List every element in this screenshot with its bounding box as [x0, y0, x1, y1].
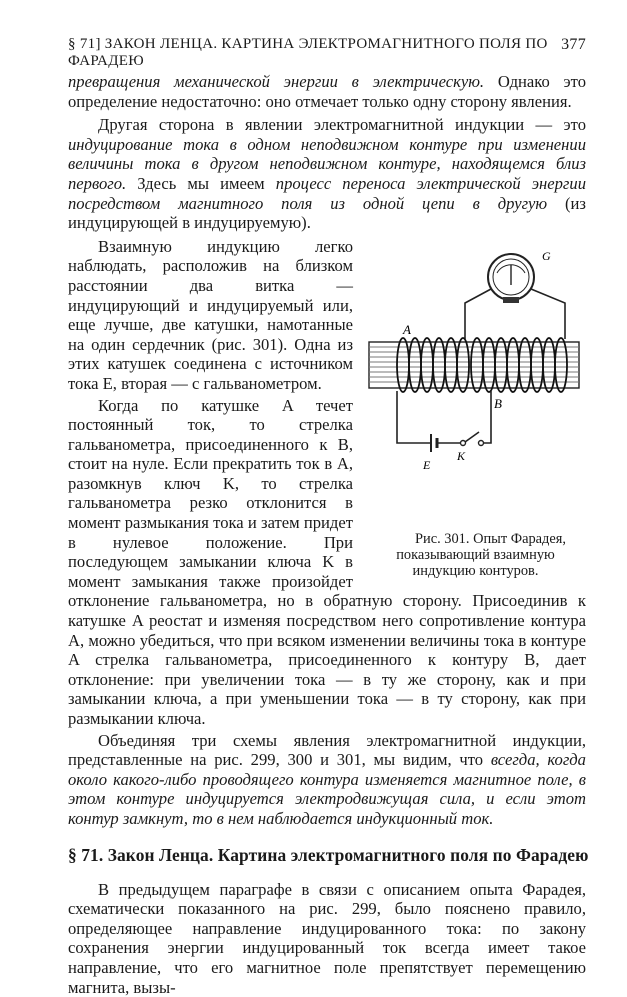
paragraph-1-text: Однако это определение недостаточно: оно отмечает только одну сторону явления. — [68, 72, 586, 111]
page-body — [68, 72, 589, 997]
section-heading: § 71. Закон Ленца. Картина электромагнитного поля по Фарадею — [68, 844, 589, 865]
page-number: 377 — [561, 36, 586, 53]
paragraph-1-italic: превращения механической энергии в электрическую. — [68, 72, 485, 91]
paragraph-5 — [68, 731, 586, 829]
paragraph-2-italic-a: индуцирование тока в одном неподвижном контуре при изменении величины тока в другом неподвижном контуре, находящемся близ первого. — [68, 134, 586, 193]
figure-301 — [365, 241, 586, 577]
paragraph-3-text: Взаимную индукцию легко наблюдать, расположив на близком расстоянии два витка — индуцирующий и индуцируемый или, еще лучше, две катушки, намотанные на один сердечник (рис. 301). Одна из этих катушек соединена с источником тока E, вторая — с гальванометром. — [68, 236, 353, 393]
paragraph-5-text: Объединяя три схемы явления электромагнитной индукции, представленные на рис. 299, 300 и 301, мы видим, что — [68, 730, 586, 770]
paragraph-2-text-a: Другая сторона в явлении электромагнитной индукции — это — [98, 115, 586, 135]
paragraph-4: Когда по катушке A течет постоянный ток, то стрелка гальванометра, присоединенного к B, стоит на нуле. Если прекратить ток в A, разомкнув ключ K, то стрелка гальванометра резко отклонится в момент размыкания тока и затем придет в нулевое положение. При последующем замыкании ключа K в момент замыкания также произойдет отклонение гальванометра, но в обратную сторону. Присоединив к катушке A реостат и изменяя посредством него сопротивление контура A, можно убедиться, что при всяком изменении величины тока в контуре A стрелка гальванометра, присоединенного к контуру B, дает отклонение: при увеличении тока — в ту же сторону, как и при замыкании ключа, а при уменьшении тока — в ту сторону, как при размыкании ключа. — [68, 395, 586, 728]
label-k: K — [457, 448, 466, 463]
figure-caption: Рис. 301. Опыт Фарадея, показывающий взаимную индукцию контуров. — [396, 530, 566, 579]
header-title: § 71] ЗАКОН ЛЕНЦА. КАРТИНА ЭЛЕКТРОМАГНИТНОГО ПОЛЯ ПО ФАРАДЕЮ — [68, 36, 548, 69]
paragraph-5-italic: всегда, когда около какого-либо проводящего контура изменяется магнитное поле, в этом контуре индуцируется электродвижущая сила, и если этот контур замкнут, то в нем наблюдается индукционный ток. — [68, 750, 586, 828]
label-e: E — [423, 457, 431, 472]
label-b: B — [494, 395, 502, 411]
paragraph-6: В предыдущем параграфе в связи с описанием опыта Фарадея, схематически показанного на рис. 299, было пояснено правило, определяющее направление индуцированного тока: по закону сохранения энергии индуцированный ток всегда имеет такое направление, что его магнитное поле препятствует перемещению магнита, вызы- — [68, 879, 586, 997]
paragraph-1 — [68, 72, 586, 111]
paragraph-2 — [68, 115, 586, 233]
label-a: A — [403, 321, 411, 337]
label-g: G — [542, 248, 551, 263]
paragraph-2-text-c: (из индуцирующей в индуцируемую). — [68, 193, 586, 233]
iron-core — [369, 342, 579, 388]
paragraph-2-text-b: Здесь мы имеем — [126, 173, 276, 193]
faraday-experiment-diagram — [365, 241, 586, 531]
running-header — [68, 36, 586, 70]
paragraph-2-italic-b: процесс переноса электрической энергии посредством магнитного поля из одной цепи в другую — [68, 173, 586, 213]
